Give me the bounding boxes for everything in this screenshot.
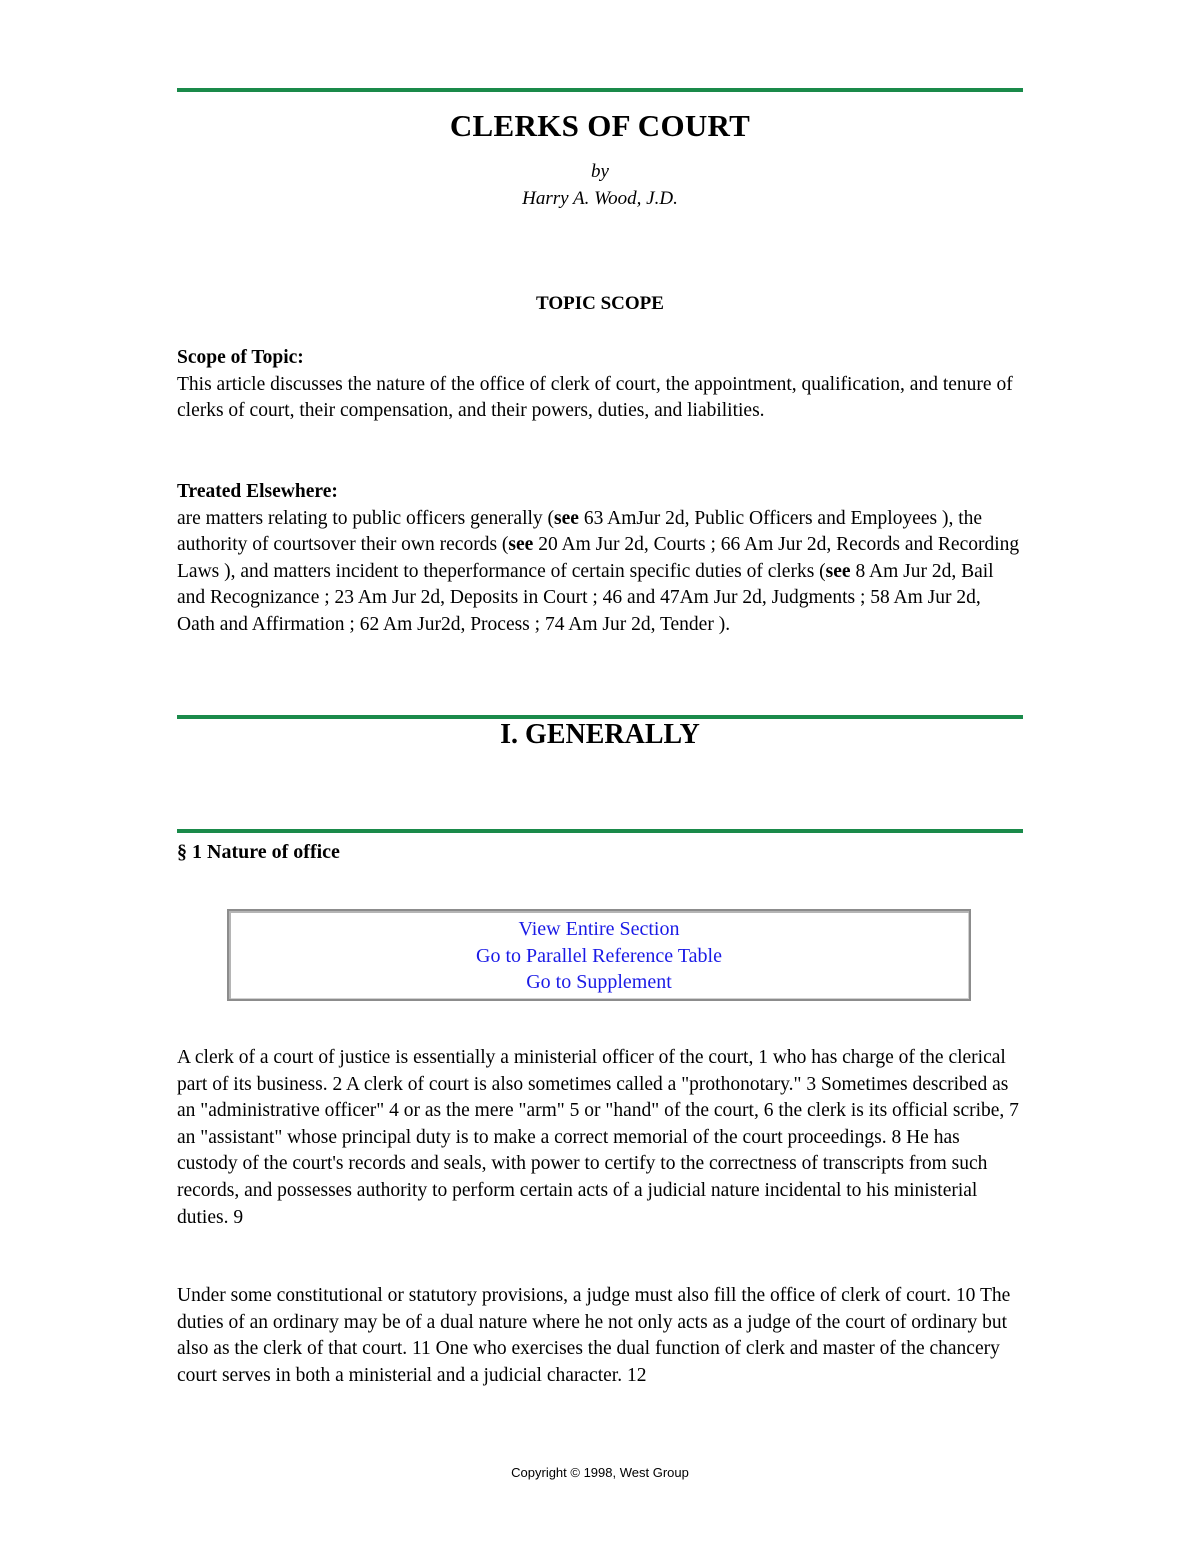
view-entire-section-link[interactable]: View Entire Section	[518, 918, 680, 940]
body-paragraph-text: A clerk of a court of justice is essentially a ministerial officer of the court, 1 who has charge of the clerical part of its business. 2 A clerk of court is also sometimes called a "prothonotary." 3 Sometimes described as an "administrative officer" 4 or as the mere "arm" 5 or "hand" of the court, 6 the clerk is its official scribe, 7 an "assistant" whose principal duty is to make a correct memorial of the court proceedings. 8 He has custody of the court's records and seals, with power to certify to the correctness of transcripts from such records, and possesses authority to perform certain acts of a judicial nature incidental to his ministerial duties. 9	[177, 1047, 1019, 1228]
parallel-reference-table-link[interactable]: Go to Parallel Reference Table	[476, 944, 722, 967]
author-name: Harry A. Wood, J.D.	[522, 188, 678, 209]
byline-by: by	[591, 161, 609, 182]
see-reference: see	[554, 507, 579, 529]
topic-scope-heading: TOPIC SCOPE	[536, 293, 664, 314]
elsewhere-text-part: 20 Am Jur 2d, Courts ; 66 Am Jur 2d, Records and Recording Laws ), and matters incident to theperformance of certain specific duties of clerks (	[177, 534, 1020, 582]
see-reference: see	[825, 560, 851, 582]
body-paragraph	[177, 1045, 1023, 1231]
part-heading: I. GENERALLY	[500, 719, 700, 750]
scope-label: Scope of Topic:	[177, 347, 304, 368]
treated-elsewhere-text	[177, 506, 1023, 639]
article-title: CLERKS OF COURT	[449, 108, 751, 143]
body-paragraph	[177, 1283, 1023, 1389]
scope-of-topic	[177, 345, 1023, 425]
see-reference: see	[508, 534, 534, 556]
elsewhere-text-part: 63 AmJur 2d, Public Officers and Employees ), the authority of courtsover their own records (	[177, 507, 983, 556]
body-paragraph-text: Under some constitutional or statutory provisions, a judge must also fill the office of clerk of court. 10 The duties of an ordinary may be of a dual nature where he not only acts as a judge of the court of ordinary but also as the clerk of that court. 11 One who exercises the dual function of clerk and master of the chancery court serves in both a ministerial and a judicial character. 12	[177, 1285, 1011, 1386]
scope-text: This article discusses the nature of the office of clerk of court, the appointment, qualification, and tenure of clerks of court, their compensation, and their powers, duties, and liabilities.	[177, 373, 1013, 422]
treated-elsewhere	[177, 479, 1023, 639]
top-divider	[177, 88, 1023, 92]
supplement-link[interactable]: Go to Supplement	[526, 971, 672, 993]
elsewhere-text-part: 8 Am Jur 2d, Bail and Recognizance ; 23 Am Jur 2d, Deposits in Court ; 46 and 47Am Jur 2d, Judgments ; 58 Am Jur 2d, Oath and Affirmation ; 62 Am Jur2d, Process ; 74 Am Jur 2d, Tender ).	[177, 560, 994, 635]
copyright-footer: Copyright © 1998, West Group	[511, 1465, 689, 1480]
elsewhere-text-part: are matters relating to public officers generally (	[177, 507, 555, 529]
section-heading: § 1 Nature of office	[177, 841, 340, 863]
section-divider	[177, 829, 1023, 833]
section-nav-box	[227, 909, 971, 1001]
treated-elsewhere-label: Treated Elsewhere:	[177, 481, 338, 502]
